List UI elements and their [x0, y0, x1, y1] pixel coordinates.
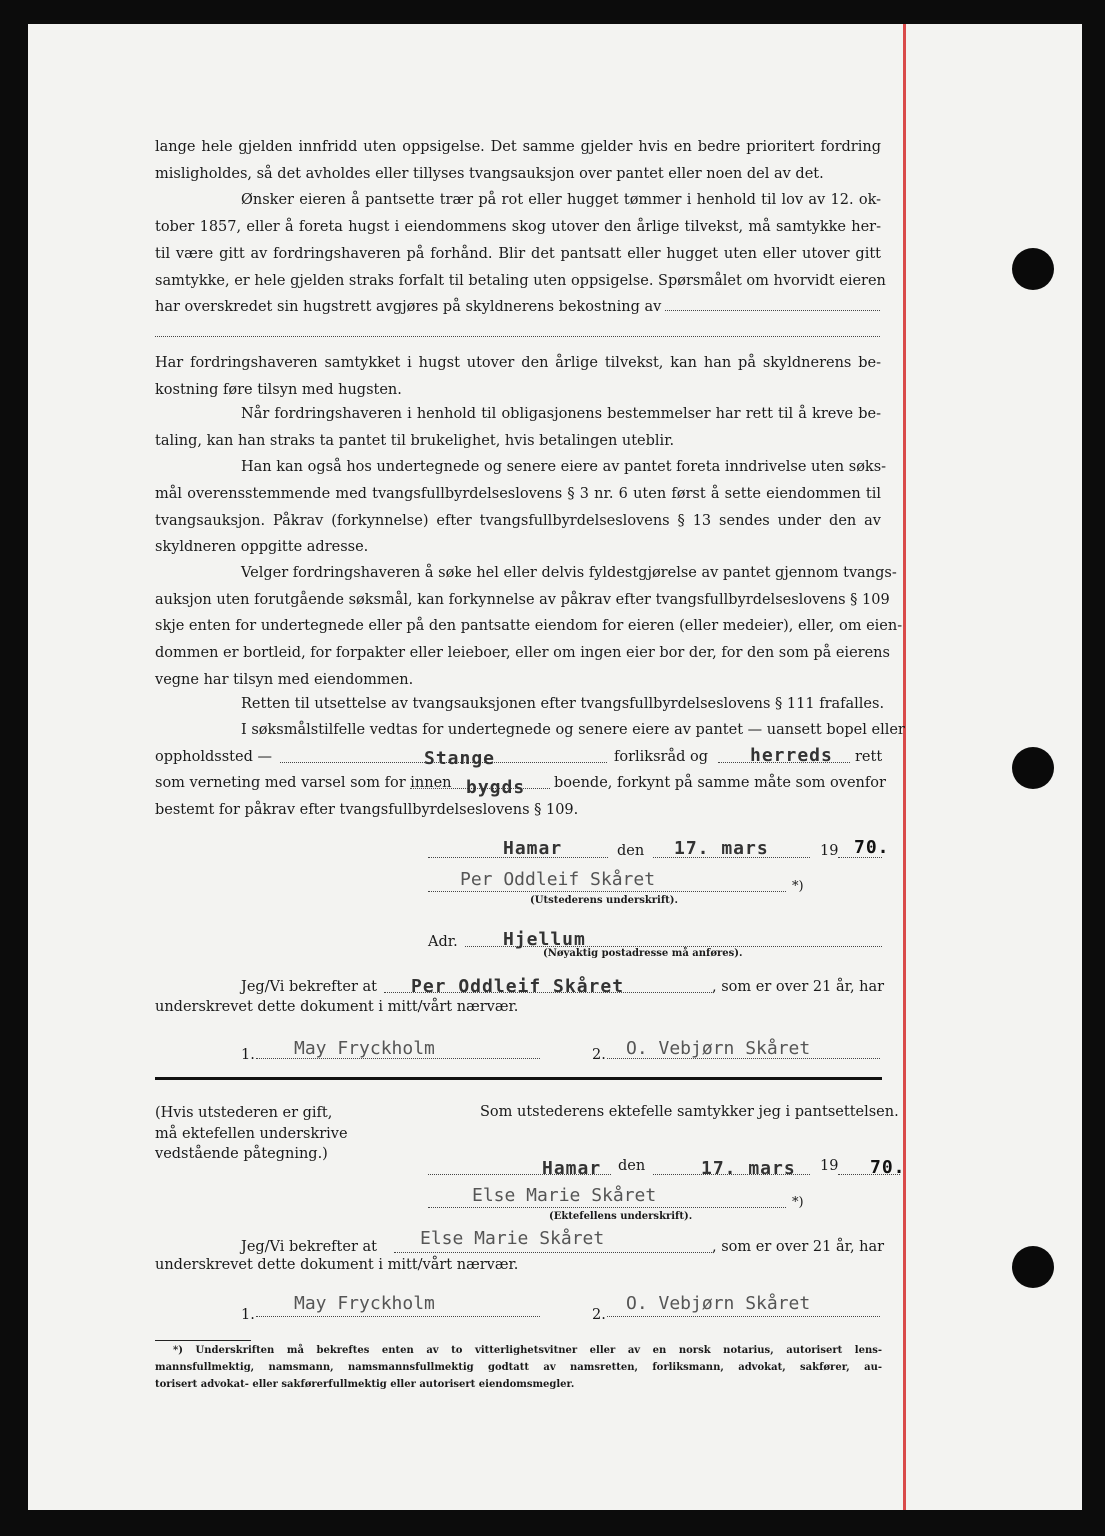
text-line: underskrevet dette dokument i mitt/vårt nærvær.: [155, 999, 519, 1015]
text-line: underskrevet dette dokument i mitt/vårt nærvær.: [155, 1257, 519, 1273]
punch-hole: [1012, 248, 1054, 290]
text-line: oppholdssted —: [155, 749, 272, 765]
text-line: kostning føre tilsyn med hugsten.: [155, 382, 402, 398]
court-type: herreds: [750, 745, 833, 766]
witness-number: 2.: [592, 1307, 606, 1323]
address-value: Hjellum: [503, 929, 586, 950]
footnote-rule: [155, 1340, 251, 1341]
text-line: Retten til utsettelse av tvangsauksjonen efter tvangsfullbyrdelseslovens § 111 frafalles.: [241, 696, 885, 712]
spouse-note: vedstående påtegning.): [155, 1146, 328, 1162]
text-line: Når fordringshaveren i henhold til obligasjonens bestemmelser har rett til å kreve be-: [241, 406, 881, 422]
section-divider: [155, 1077, 882, 1080]
witness-2: O. Vebjørn Skåret: [626, 1293, 811, 1314]
spouse-note: må ektefellen underskrive: [155, 1126, 348, 1142]
text-line: skje enten for undertegnede eller på den pantsatte eiendom for eieren (eller medeier), eller, om eien-: [155, 618, 903, 634]
issue-place: Hamar: [503, 838, 563, 859]
consent-text: Som utstederens ektefelle samtykker jeg i pantsettelsen.: [480, 1104, 899, 1120]
text-line: misligholdes, så det avholdes eller tillyses tvangsauksjon over pantet eller noen del av det.: [155, 166, 824, 182]
spouse-signature: Else Marie Skåret: [472, 1185, 657, 1206]
spouse-place: Hamar: [542, 1158, 602, 1179]
footnote-mark: *): [792, 1195, 804, 1210]
witness-number: 1.: [241, 1307, 255, 1323]
text-line: Velger fordringshaveren å søke hel eller delvis fyldestgjørelse av pantet gjennom tvangs-: [241, 565, 897, 581]
issue-date: 17. mars: [674, 838, 769, 859]
footnote-mark: *): [792, 879, 804, 894]
blank-line: [665, 310, 880, 311]
witness-number: 2.: [592, 1047, 606, 1063]
footnote-line: *) Underskriften må bekreftes enten av to vitterlighetsvitner eller av en norsk notarius, autorisert lens-: [173, 1345, 882, 1356]
punch-hole: [1012, 1246, 1054, 1288]
text-line: Jeg/Vi bekrefter at: [241, 979, 377, 995]
text-line: den: [617, 843, 645, 859]
caption: (Nøyaktig postadresse må anføres).: [543, 948, 743, 959]
text-line: tvangsauksjon. Påkrav (forkynnelse) efter tvangsfullbyrdelseslovens § 13 sendes under den av: [155, 513, 881, 529]
spouse-note: (Hvis utstederen er gift,: [155, 1105, 333, 1121]
text-line: taling, kan han straks ta pantet til brukelighet, hvis betalingen uteblir.: [155, 433, 675, 449]
caption: (Ektefellens underskrift).: [549, 1211, 693, 1222]
witness-number: 1.: [241, 1047, 255, 1063]
confirm-name: Else Marie Skåret: [420, 1228, 605, 1249]
punch-hole: [1012, 747, 1054, 789]
text-line: 19: [820, 1158, 839, 1174]
text-line: Har fordringshaveren samtykket i hugst utover den årlige tilvekst, kan han på skyldnerens be-: [155, 355, 881, 371]
witness-1: May Fryckholm: [294, 1293, 435, 1314]
district: bygds: [466, 777, 526, 798]
blank-line: [155, 336, 880, 337]
blank-line: [394, 1252, 712, 1253]
footnote-line: mannsfullmektig, namsmann, namsmannsfullmektig godtatt av namsretten, forliksmann, advokat, sakfører, au-: [155, 1362, 882, 1373]
text-line: boende, forkynt på samme måte som ovenfor: [554, 775, 886, 791]
blank-line: [428, 1207, 786, 1208]
text-line: rett: [855, 749, 883, 765]
text-line: I søksmålstilfelle vedtas for undertegnede og senere eiere av pantet — uansett bopel eller: [241, 722, 905, 738]
court-name: Stange: [424, 748, 496, 769]
blank-line: [256, 1316, 540, 1317]
text-line: dommen er bortleid, for forpakter eller leieboer, eller om ingen eier bor der, for den som på eierens: [155, 645, 890, 661]
text-line: Adr.: [428, 934, 458, 950]
text-line: auksjon uten forutgående søksmål, kan forkynnelse av påkrav efter tvangsfullbyrdelseslovens § 109: [155, 592, 890, 608]
text-line: , som er over 21 år, har: [712, 1239, 885, 1255]
footnote-line: torisert advokat- eller sakførerfullmektig eller autorisert eiendomsmegler.: [155, 1379, 575, 1390]
text-line: mål overensstemmende med tvangsfullbyrdelseslovens § 3 nr. 6 uten først å sette eiendommen til: [155, 486, 881, 502]
text-line: Han kan også hos undertegnede og senere eiere av pantet foreta inndrivelse uten søks-: [241, 459, 887, 475]
text-line: den: [618, 1158, 646, 1174]
text-line: lange hele gjelden innfridd uten oppsigelse. Det samme gjelder hvis en bedre prioritert fordring: [155, 139, 881, 155]
witness-1: May Fryckholm: [294, 1038, 435, 1059]
text-line: har overskredet sin hugstrett avgjøres på skyldnerens bekostning av: [155, 299, 662, 315]
confirm-name: Per Oddleif Skåret: [411, 976, 625, 997]
blank-line: [428, 891, 786, 892]
text-line: tober 1857, eller å foreta hugst i eiendommens skog utover den årlige tilvekst, må samtykke her-: [155, 219, 881, 235]
text-line: samtykke, er hele gjelden straks forfalt til betaling uten oppsigelse. Spørsmålet om hvorvidt eieren: [155, 273, 886, 289]
caption: (Utstederens underskrift).: [530, 895, 678, 906]
witness-2: O. Vebjørn Skåret: [626, 1038, 811, 1059]
text-line: Ønsker eieren å pantsette trær på rot eller hugget tømmer i henhold til lov av 12. ok-: [241, 192, 881, 208]
blank-line: [607, 1316, 880, 1317]
spouse-year: 70.: [870, 1157, 906, 1178]
issuer-signature: Per Oddleif Skåret: [460, 869, 656, 890]
spouse-date: 17. mars: [701, 1158, 796, 1179]
text-line: Jeg/Vi bekrefter at: [241, 1239, 377, 1255]
margin-line: [903, 24, 906, 1510]
issue-year: 70.: [854, 837, 890, 858]
text-line: vegne har tilsyn med eiendommen.: [155, 672, 414, 688]
text-line: som verneting med varsel som for innen: [155, 775, 452, 791]
text-line: skyldneren oppgitte adresse.: [155, 539, 369, 555]
text-line: , som er over 21 år, har: [712, 979, 885, 995]
text-line: forliksråd og: [614, 749, 709, 765]
text-line: 19: [820, 843, 839, 859]
text-line: til være gitt av fordringshaveren på forhånd. Blir det pantsatt eller hugget uten eller utover gitt: [155, 246, 881, 262]
text-line: bestemt for påkrav efter tvangsfullbyrdelseslovens § 109.: [155, 802, 579, 818]
